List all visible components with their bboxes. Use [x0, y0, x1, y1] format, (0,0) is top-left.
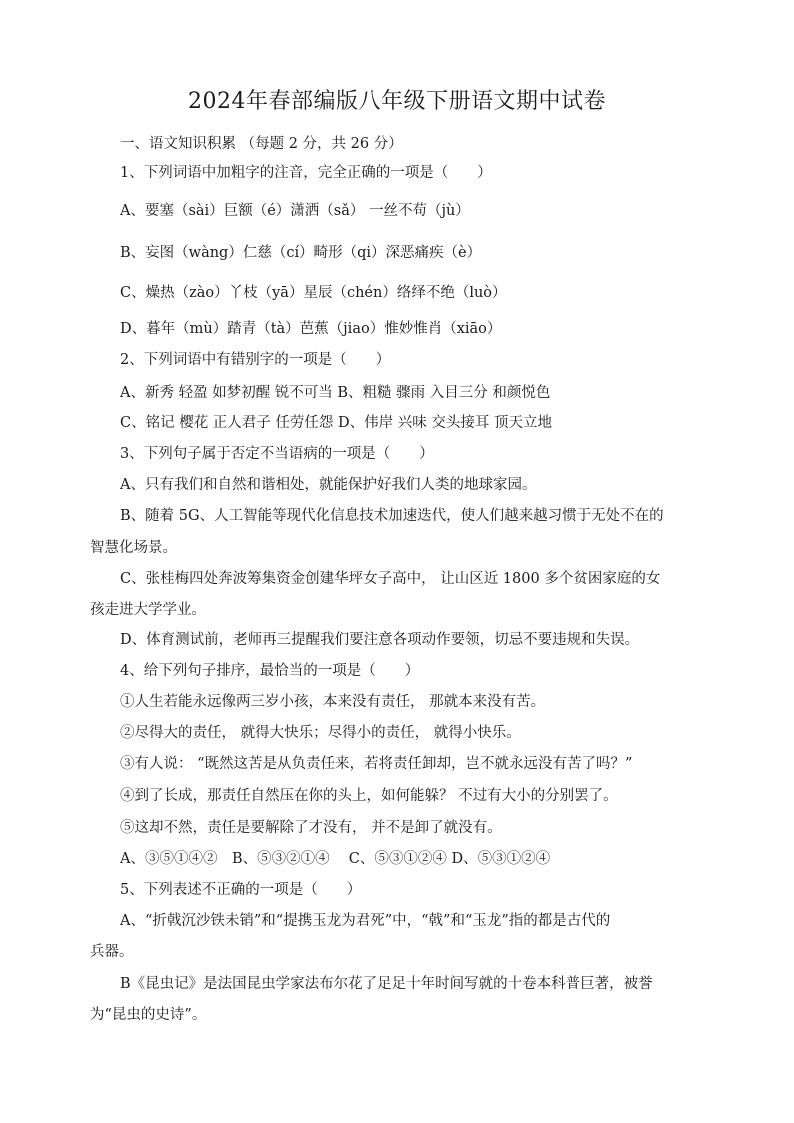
question-1-option-c: C、燥热（zào）丫枝（yā）星辰（chén）络绎不绝（luò） — [120, 285, 507, 301]
question-2-stem: 2、下列词语中有错别字的一项是（ ） — [120, 352, 391, 368]
page-title: 2024年春部编版八年级下册语文期中试卷 — [188, 89, 606, 114]
question-1-option-b: B、妄图（wàng）仁慈（cí）畸形（qi）深恶痛疾（è） — [120, 245, 482, 261]
section-heading: 一、语文知识积累 （每题 2 分，共 26 分） — [120, 136, 403, 152]
question-2-options-cd: C、铭记 樱花 正人君子 任劳任怨 D、伟岸 兴味 交头接耳 顶天立地 — [120, 415, 552, 431]
question-3-option-b: B、随着 5G、人工智能等现代化信息技术加速迭代，使人们越来越习惯于无处不在的 — [120, 508, 664, 524]
question-5-option-a-cont: 兵器。 — [90, 944, 134, 960]
question-1-option-d: D、暮年（mù）踏青（tà）芭蕉（jiao）惟妙惟肖（xiāo） — [120, 321, 502, 337]
question-5-stem: 5、下列表述不正确的一项是（ ） — [120, 882, 362, 898]
question-3-option-c: C、张桂梅四处奔波筹集资金创建华坪女子高中， 让山区近 1800 多个贫困家庭的女 — [120, 571, 661, 587]
question-4-sentence-1: ①人生若能永远像两三岁小孩，本来没有责任， 那就本来没有苦。 — [120, 694, 546, 710]
question-4-sentence-2: ②尽得大的责任， 就得大快乐；尽得小的责任， 就得小快乐。 — [120, 725, 521, 741]
question-1-option-a: A、要塞（sài）巨额（é）潇洒（sǎ） 一丝不苟（jù） — [120, 203, 470, 219]
question-3-option-a: A、只有我们和自然和谐相处，就能保护好我们人类的地球家园。 — [120, 477, 537, 493]
question-3-option-c-cont: 孩走进大学学业。 — [90, 602, 206, 618]
question-4-sentence-5: ⑤这却不然，责任是要解除了才没有， 并不是卸了就没有。 — [120, 820, 502, 836]
question-3-option-b-cont: 智慧化场景。 — [90, 540, 177, 556]
question-4-sentence-4: ④到了长成，那责任自然压在你的头上，如何能躲？ 不过有大小的分别罢了。 — [120, 788, 618, 804]
question-4-options: A、③⑤①④② B、⑤③②①④ C、⑤③①②④ D、⑤③①②④ — [120, 851, 551, 867]
question-5-option-a: A、“折戟沉沙铁未销”和“提携玉龙为君死”中，“戟”和“玉龙”指的都是古代的 — [120, 913, 611, 929]
question-5-option-b-cont: 为“昆虫的史诗”。 — [90, 1007, 207, 1023]
question-2-options-ab: A、新秀 轻盈 如梦初醒 锐不可当 B、粗糙 骤雨 入目三分 和颜悦色 — [120, 385, 551, 401]
question-3-option-d: D、体育测试前，老师再三提醒我们要注意各项动作要领，切忌不要违规和失误。 — [120, 632, 640, 648]
question-1-stem: 1、下列词语中加粗字的注音，完全正确的一项是（ ） — [120, 165, 492, 181]
question-4-stem: 4、给下列句子排序，最恰当的一项是（ ） — [120, 663, 420, 679]
question-3-stem: 3、下列句子属于否定不当语病的一项是（ ） — [120, 446, 434, 462]
question-5-option-b: B《昆虫记》是法国昆虫学家法布尔花了足足十年时间写就的十卷本科普巨著，被誉 — [120, 976, 653, 992]
question-4-sentence-3: ③有人说： “既然这苦是从负责任来，若将责任卸却，岂不就永远没有苦了吗？” — [120, 756, 633, 772]
